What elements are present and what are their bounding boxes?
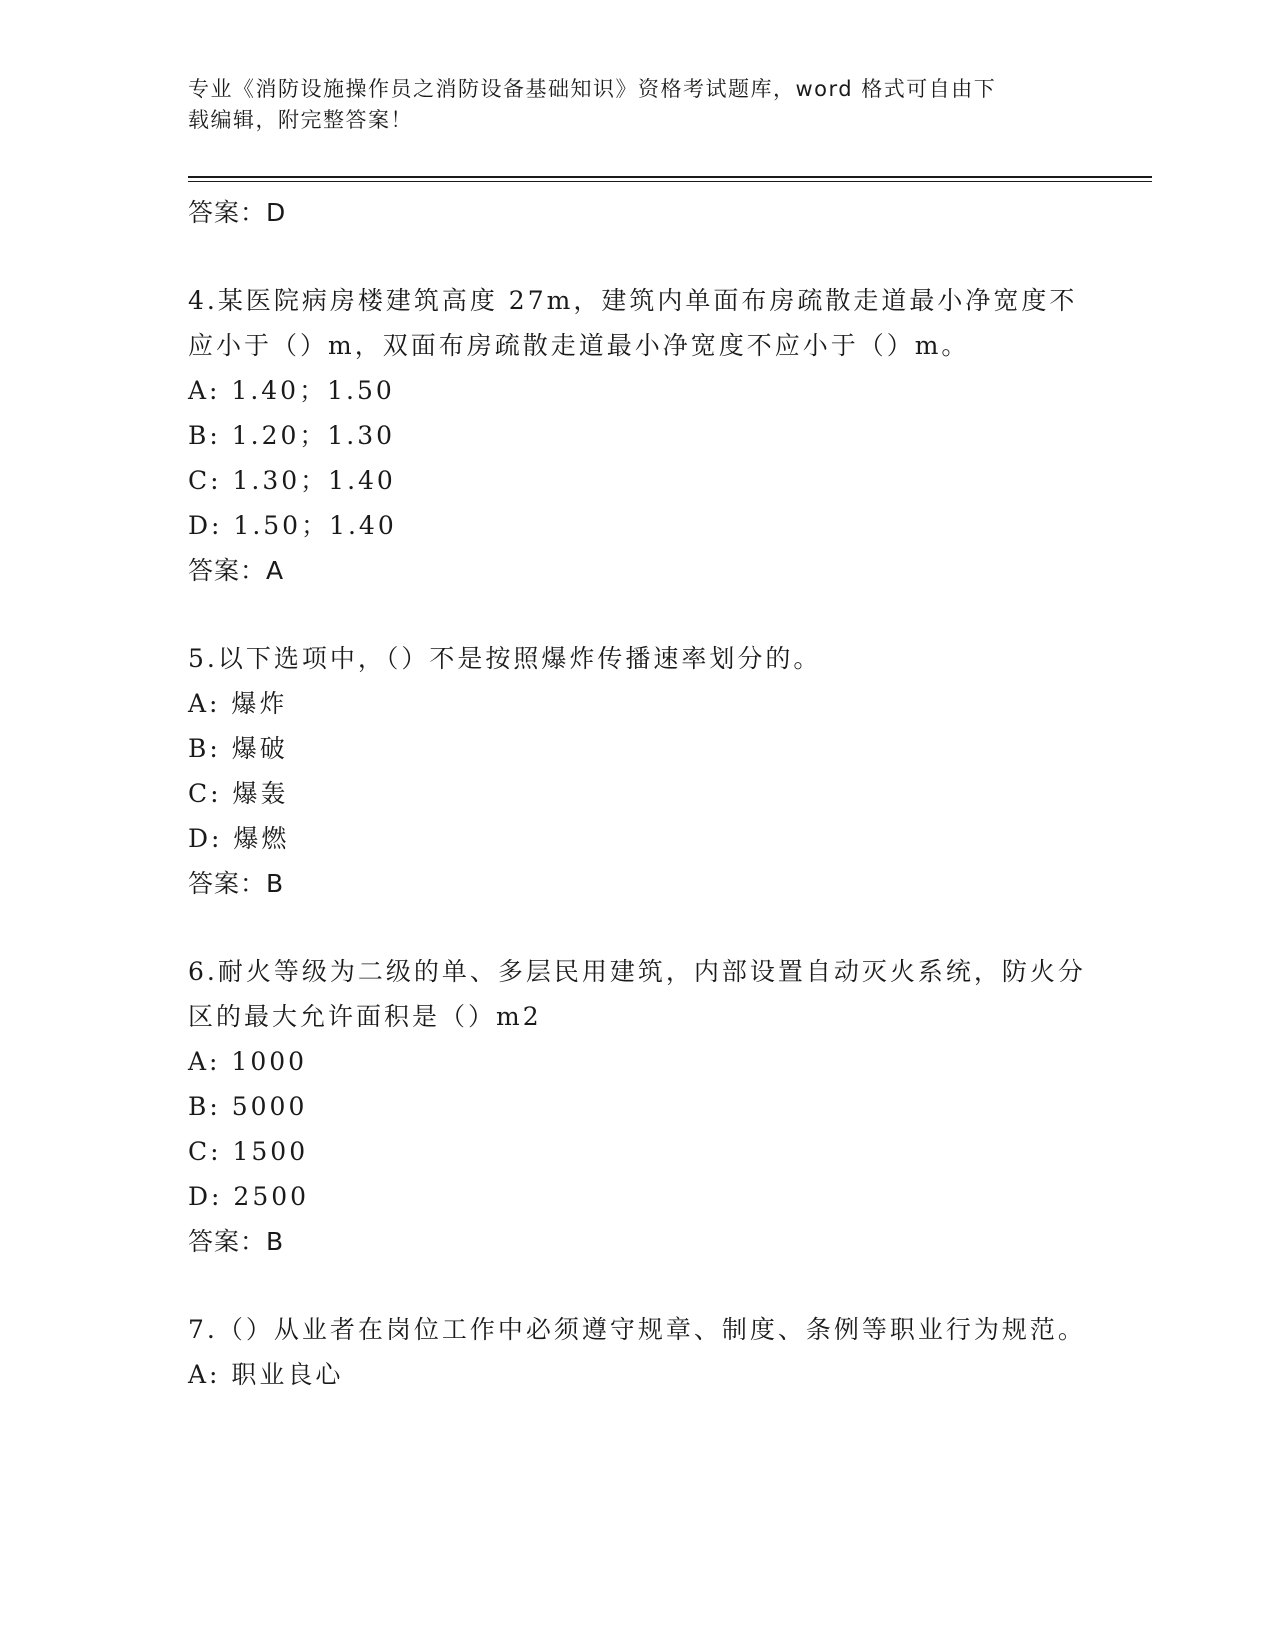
answer-line: 答案：D <box>188 198 287 227</box>
header-divider-thick <box>188 176 1152 178</box>
question-text: 7.（）从业者在岗位工作中必须遵守规章、制度、条例等职业行为规范。 <box>188 1315 1086 1344</box>
question-block <box>188 949 1088 1265</box>
header-divider-thin <box>188 181 1152 182</box>
option-b: B: 1.20；1.30 <box>188 421 396 450</box>
option-a: A: 1.40；1.50 <box>188 376 395 405</box>
spacer <box>188 594 1088 636</box>
spacer <box>188 236 1088 278</box>
header-line-1: 专业《消防设施操作员之消防设备基础知识》资格考试题库，word 格式可自由下 <box>188 77 997 101</box>
option-a: A: 1000 <box>188 1047 308 1076</box>
spacer <box>188 1265 1088 1307</box>
option-b: B: 爆破 <box>188 734 288 763</box>
question-text: 4.某医院病房楼建筑高度 27m，建筑内单面布房疏散走道最小净宽度不应小于（）m，双面布房疏散走道最小净宽度不应小于（）m。 <box>188 286 1078 360</box>
question-block <box>188 278 1088 594</box>
option-a: A: 职业良心 <box>188 1360 344 1389</box>
question-block <box>188 636 1088 907</box>
option-d: D: 爆燃 <box>188 824 290 853</box>
spacer <box>188 907 1088 949</box>
option-c: C: 1.30；1.40 <box>188 466 396 495</box>
question-text: 6.耐火等级为二级的单、多层民用建筑，内部设置自动灭火系统，防火分区的最大允许面积是（）m2 <box>188 957 1086 1031</box>
question-text: 5.以下选项中，（）不是按照爆炸传播速率划分的。 <box>188 644 822 673</box>
question-block <box>188 1307 1088 1397</box>
question-list <box>188 190 1088 1397</box>
option-b: B: 5000 <box>188 1092 308 1121</box>
option-d: D: 2500 <box>188 1182 310 1211</box>
option-d: D: 1.50；1.40 <box>188 511 397 540</box>
answer-line: 答案：B <box>188 1227 285 1256</box>
document-header <box>188 74 1068 136</box>
option-c: C: 爆轰 <box>188 779 289 808</box>
answer-line: 答案：B <box>188 869 285 898</box>
option-c: C: 1500 <box>188 1137 309 1166</box>
option-a: A: 爆炸 <box>188 689 288 718</box>
answer-line: 答案：A <box>188 556 285 585</box>
header-line-2: 载编辑，附完整答案！ <box>188 108 413 132</box>
